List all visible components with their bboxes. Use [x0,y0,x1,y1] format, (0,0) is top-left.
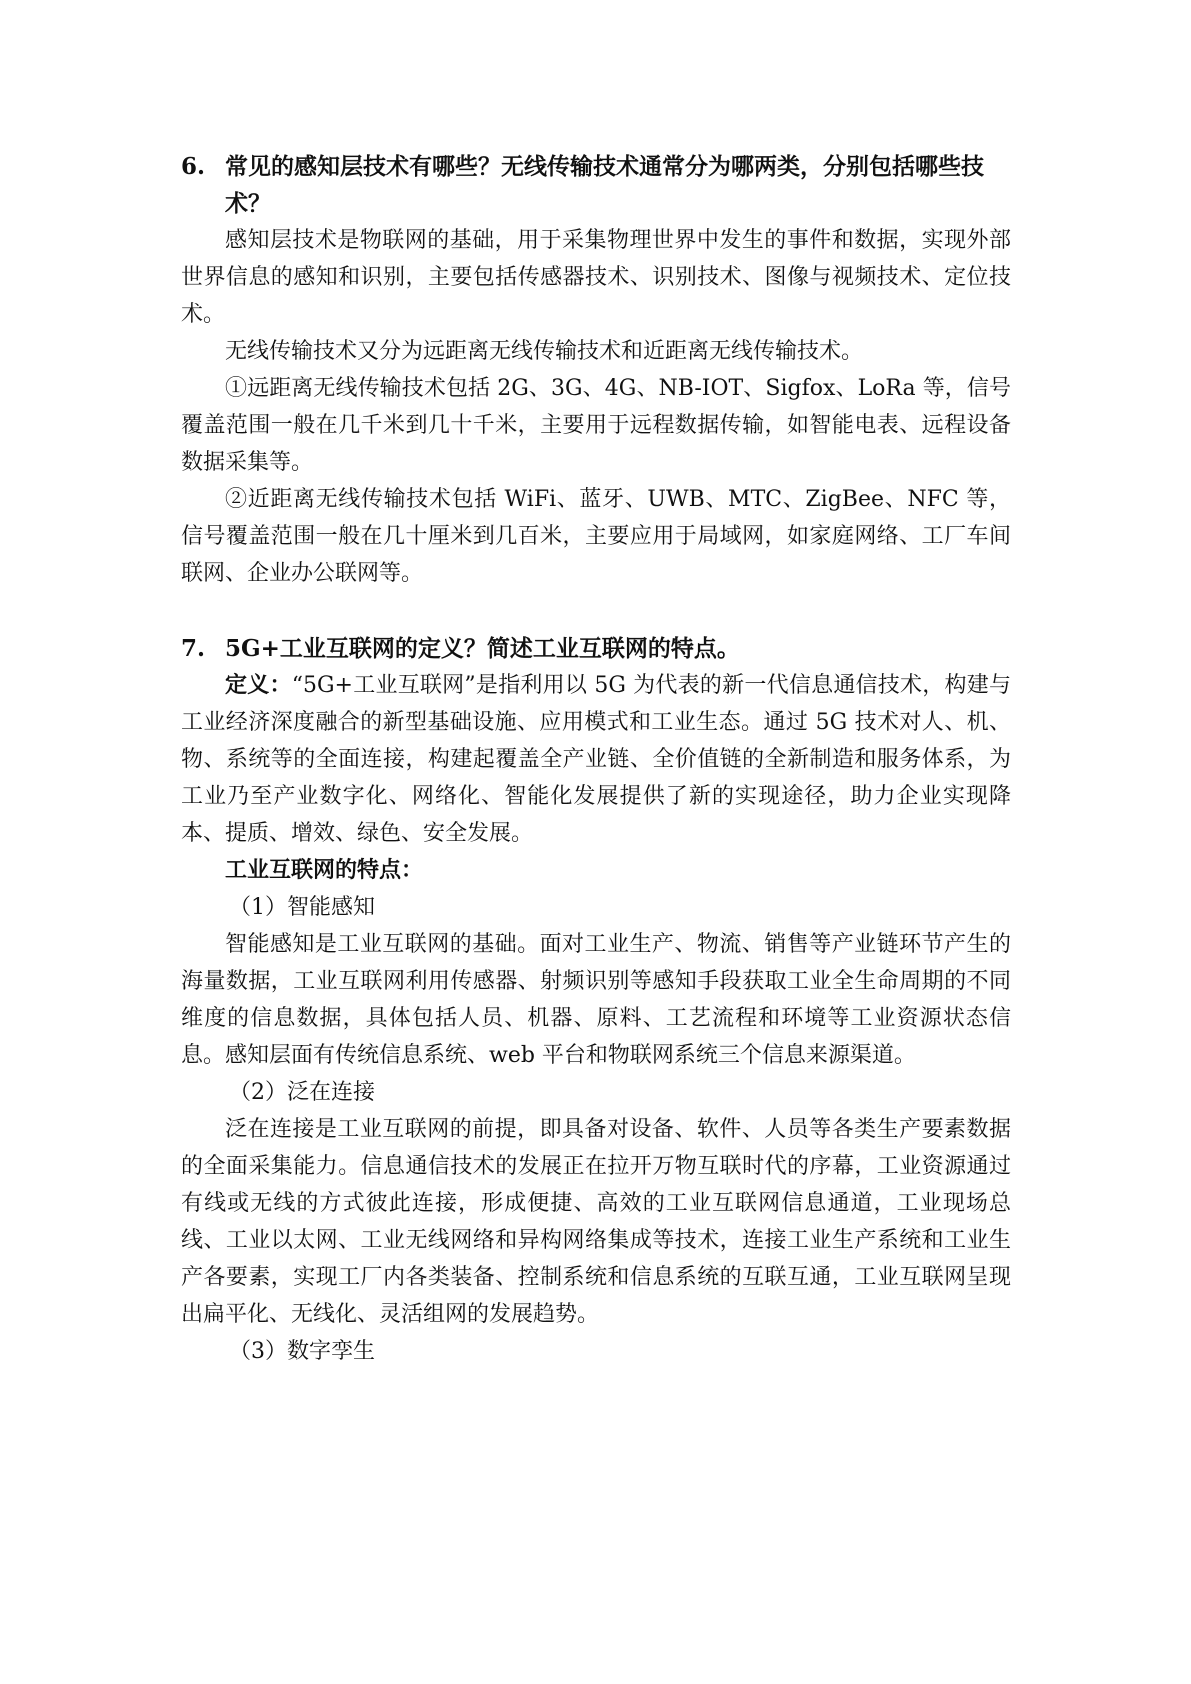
definition-text: “5G+工业互联网”是指利用以 5G 为代表的新一代信息通信技术，构建与工业经济深度融合的新型基础设施、应用模式和工业生态。通过 5G 技术对人、机、物、系统等的全面连接，构建起覆盖全产业链、全价值链的全新制造和服务体系，为工业乃至产业数字化、网络化、智能化发展提供了新的实现途径，助力企业实现降本、提质、增效、绿色、安全发展。 [181,673,1011,846]
document-content [181,148,1011,1370]
q6-paragraph-short-range: ②近距离无线传输技术包括 WiFi、蓝牙、UWB、MTC、ZigBee、NFC 等，信号覆盖范围一般在几十厘米到几百米，主要应用于局域网，如家庭网络、工厂车间联网、企业办公联网等。 [181,487,1011,586]
question-7-number: 7. [181,635,206,662]
question-7-text: 5G+工业互联网的定义？简述工业互联网的特点。 [225,635,740,662]
feature-3-title: （3）数字孪生 [229,1339,375,1364]
question-6-number: 6. [181,153,206,180]
definition-label: 定义： [225,672,292,698]
q6-paragraph-long-range: ①远距离无线传输技术包括 2G、3G、4G、NB-IOT、Sigfox、LoRa 等，信号覆盖范围一般在几千米到几十千米，主要用于远程数据传输，如智能电表、远程设备数据采集等。 [181,376,1011,475]
q6-paragraph-wireless-types: 无线传输技术又分为远距离无线传输技术和近距离无线传输技术。 [225,339,864,364]
features-heading: 工业互联网的特点： [225,857,424,883]
feature-2-text: 泛在连接是工业互联网的前提，即具备对设备、软件、人员等各类生产要素数据的全面采集能力。信息通信技术的发展正在拉开万物互联时代的序幕，工业资源通过有线或无线的方式彼此连接，形成便捷、高效的工业互联网信息通道，工业现场总线、工业以太网、工业无线网络和异构网络集成等技术，连接工业生产系统和工业生产各要素，实现工厂内各类装备、控制系统和信息系统的互联互通，工业互联网呈现出扁平化、无线化、灵活组网的发展趋势。 [181,1117,1011,1327]
feature-2-title: （2）泛在连接 [229,1080,375,1105]
feature-1-title: （1）智能感知 [229,895,375,920]
feature-1-text: 智能感知是工业互联网的基础。面对工业生产、物流、销售等产业链环节产生的海量数据，工业互联网利用传感器、射频识别等感知手段获取工业全生命周期的不同维度的信息数据，具体包括人员、机器、原料、工艺流程和环境等工业资源状态信息。感知层面有传统信息系统、web 平台和物联网系统三个信息来源渠道。 [181,932,1011,1068]
section-gap [181,592,1011,630]
question-6-text: 常见的感知层技术有哪些？无线传输技术通常分为哪两类，分别包括哪些技术？ [225,153,984,217]
question-7-title [181,630,1011,667]
q7-definition-paragraph [181,667,1011,852]
question-6-title [181,148,1011,222]
q6-paragraph-sensing: 感知层技术是物联网的基础，用于采集物理世界中发生的事件和数据，实现外部世界信息的感知和识别，主要包括传感器技术、识别技术、图像与视频技术、定位技术。 [181,228,1011,327]
